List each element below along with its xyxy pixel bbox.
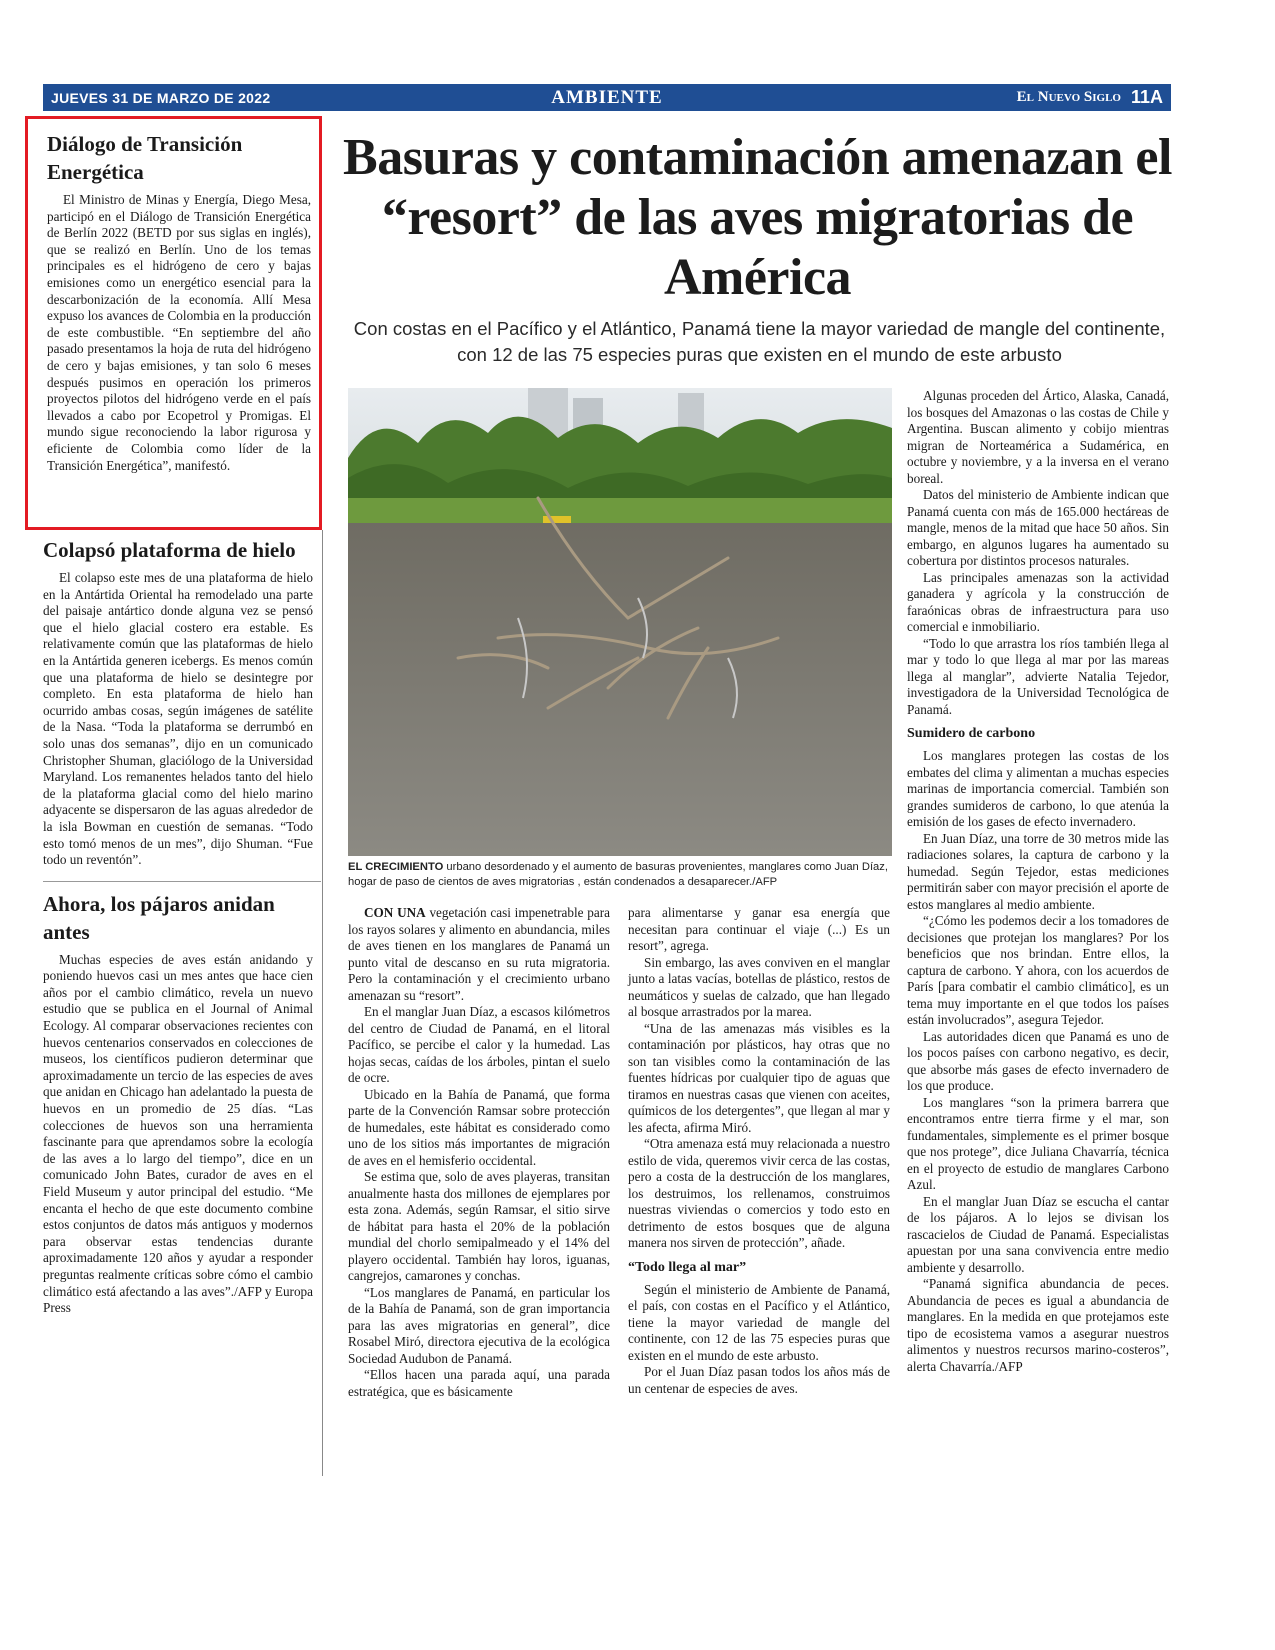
article-paragraph: Se estima que, solo de aves playeras, transitan anualmente hasta dos millones de ejemplares por esta zona. Además, según Ramsar, el sitio sirve de hábitat para hasta el 20% de la población mundial del chorlo semipalmeado y el 14% del playero occidental. También hay loros, iguanas, cangrejos, camarones y conchas. [348, 1169, 610, 1283]
brief-body: Muchas especies de aves están anidando y poniendo huevos casi un mes antes que hace cien años por el cambio climático, revela un nuevo estudio que se publica en el Journal of Animal Ecology. Al comparar observaciones recientes con huevos centenarios conservados en colecciones de museos, los científicos pudieron determinar que aproximadamente un tercio de las especies de aves que anidan en Chicago han adelantado la puesta de huevos en un promedio de 25 días. “Las colecciones de huevos son una herramienta fascinante para que aprendamos sobre la ecología de las aves a lo largo del tiempo”, dice en un comunicado John Bates, curador de aves en el Field Museum y autor principal del estudio. “Me encanta el hecho de que este documento combine estos conjuntos de datos más antiguos y modernos para observar estas tendencias durante aproximadamente 120 años y ayudar a responder preguntas realmente críticas sobre cómo el cambio climático está afectando a las aves”./AFP y Europa Press [43, 951, 313, 1316]
page-number: 11A [1130, 87, 1163, 107]
brief-ice-shelf [43, 536, 321, 869]
article-paragraph: “¿Cómo les podemos decir a los tomadores de decisiones que protejan los manglares? Por los beneficios que nos brindan. Entre ellos, la captura de carbono. Y ahora, con los acuerdos de París [para combatir el cambio climático], es un tema muy importante en el que todos los países están involucrados”, asegura Tejedor. [907, 913, 1169, 1027]
article-paragraph: “Panamá significa abundancia de peces. Abundancia de peces es igual a abundancia de manglares. En la medida en que protejamos este tipo de ecosistema vamos a asegurar nuestros alimentos y nuestros recursos marino-costeros”, alerta Chavarría./AFP [907, 1276, 1169, 1374]
section-name: AMBIENTE [551, 86, 663, 108]
article-paragraph: CON UNA vegetación casi impenetrable para los rayos solares y alimento en abundancia, miles de aves tienen en los manglares de Panamá un punto vital de descanso en su ruta migratoria. Pero la contaminación y el crecimiento urbano amenazan su “resort”. [348, 905, 610, 1003]
article-paragraph: “Los manglares de Panamá, en particular los de la Bahía de Panamá, son de gran importancia para las aves migratorias en general”, dice Rosabel Miró, directora ejecutiva de la ecológica Sociedad Audubon de Panamá. [348, 1284, 610, 1366]
brief-title: Colapsó plataforma de hielo [43, 538, 296, 562]
article-paragraph: “Una de las amenazas más visibles es la contaminación por plásticos, hay otras que no son tan visibles como la contaminación de las fuentes hídricas por cualquier tipo de aguas que tiramos en nuestras casas que vienen con aceites, químicos de los detergentes”, que llegan al mar y les afecta, afirma Miró. [628, 1020, 890, 1135]
article-headline: Basuras y contaminación amenazan el “resort” de las aves migratorias de América [343, 129, 1172, 306]
brief-title: Ahora, los pájaros anidan antes [43, 891, 275, 944]
column-divider [322, 530, 323, 1476]
photo-caption [348, 860, 892, 890]
article-paragraph: “Todo lo que arrastra los ríos también llega al mar y todo lo que llega al mar por las mareas llega al manglar”, advierte Natalia Tejedor, investigadora de la Universidad Tecnológica de Panamá. [907, 635, 1169, 717]
article-paragraph: Sin embargo, las aves conviven en el manglar junto a latas vacías, botellas de plástico, restos de neumáticos y suelas de calzado, que han llegado al bosque arrastrados por la marea. [628, 954, 890, 1019]
article-paragraph: “Otra amenaza está muy relacionada a nuestro estilo de vida, queremos vivir cerca de las costas, pero a costa de la destrucción de los manglares, los destruimos, los rellenamos, construimos nuestras viviendas o comercios y todo esto en detrimento de estos bosques que de alguna manera nos sirven de protección”, añade. [628, 1136, 890, 1250]
briefs-column [43, 118, 321, 1317]
article-paragraph: En el manglar Juan Díaz, a escasos kilómetros del centro de Ciudad de Panamá, en el litoral Pacífico, se percibe el calor y la humedad. Las hojas secas, caídas de los árboles, pintan el suelo de ocre. [348, 1004, 610, 1085]
brief-body: El Ministro de Minas y Energía, Diego Mesa, participó en el Diálogo de Transición Energética de Berlín 2022 (BETD por sus siglas en inglés), que se realizó en Berlín. Uno de los temas principales es el hidrógeno de cero y bajas emisiones como un energético esencial para la descarbonización de la economía. Allí Mesa expuso los avances de Colombia en la producción de este combustible. “En septiembre del año pasado presentamos la hoja de ruta del hidrógeno de cero y bajas emisiones, y tan solo 6 meses después pusimos en operación los primeros proyectos pilotos del hidrógeno verde en el país llevados a cabo por Ecopetrol y Promigas. El mundo sigue reconociendo la labor rigurosa y eficiente de Colombia como líder de la Transición Energética”, manifestó. [47, 192, 311, 473]
article-paragraph: “Ellos hacen una parada aquí, una parada estratégica, que es básicamente [348, 1367, 610, 1399]
article-deck: Con costas en el Pacífico y el Atlántico, Panamá tiene la mayor variedad de mangle del continente, con 12 de las 75 especies puras que existen en el mundo de este arbusto [353, 318, 1166, 365]
lead-caps: CON UNA [364, 905, 426, 920]
brief-energy-transition [43, 118, 321, 528]
article-subheading: “Todo llega al mar” [628, 1259, 747, 1275]
article-paragraph: En Juan Díaz, una torre de 30 metros mide las radiaciones solares, la captura de carbono y la humedad. Según Tejedor, estas mediciones permitirán saber con mayor precisión el aporte de estos manglares al medio ambiente. [907, 830, 1169, 912]
article-paragraph: Datos del ministerio de Ambiente indican que Panamá cuenta con más de 165.000 hectáreas de mangle, menos de la mitad que hace 50 años. Sin embargo, en algunos lugares ha aumentado su cobertura por distintos procesos naturales. [907, 487, 1169, 568]
brief-title: Diálogo de Transición Energética [47, 132, 243, 184]
article-paragraph: Los manglares “son la primera barrera que encontramos entre tierra firme y el mar, son fundamentales, simplemente es el primer bosque que nos protege”, dice Juliana Chavarría, técnica en el proyecto de estudio de manglares Carbono Azul. [907, 1094, 1169, 1192]
brief-birds-nesting [43, 881, 321, 1317]
masthead-bar [43, 84, 1171, 111]
caption-text: urbano desordenado y el aumento de basuras provenientes, manglares como Juan Díaz, hogar de paso de cientos de aves migratorias , están condenados a desaparecer./AFP [348, 861, 888, 888]
masthead-right [1017, 87, 1163, 108]
article-paragraph: Las autoridades dicen que Panamá es uno de los pocos países con carbono negativo, es decir, que absorbe más gases de efecto invernadero de los que produce. [907, 1028, 1169, 1093]
caption-lead: EL CRECIMIENTO [348, 861, 444, 873]
brief-body: El colapso este mes de una plataforma de hielo en la Antártida Oriental ha remodelado una parte del paisaje antártico donde alguna vez se pensó que el hielo glacial costero era estable. Es relativamente común que las plataformas de hielo en la Antártida generen icebergs. Es menos común que una plataforma de hielo se desintegre por completo. En esta plataforma de hielo han ocurrido ambas cosas, según imágenes de satélite de la Nasa. “Toda la plataforma se derrumbó en solo unas dos semanas”, dijo en un comunicado Christopher Shuman, glaciólogo de la Universidad Maryland. Los remanentes helados tanto del hielo de la plataforma glacial como del hielo marino adyacente se dispersaron de las aguas alrededor de la isla Bowman en cuestión de semanas. “Todo esto tomó menos de un mes”, dijo Shuman. “Fue todo un reventón”. [43, 570, 313, 868]
edition-date: JUEVES 31 DE MARZO DE 2022 [51, 89, 271, 106]
article-photo [348, 388, 892, 856]
article-paragraph: Por el Juan Díaz pasan todos los años más de un centenar de especies de aves. [628, 1364, 890, 1396]
article-column-2 [628, 905, 890, 1397]
newspaper-name: El Nuevo Siglo [1016, 89, 1121, 105]
article-paragraph: Las principales amenazas son la actividad ganadera y agrícola y la construcción de faraónicas obras de infraestructura para uso comercial e inmobiliario. [907, 569, 1169, 634]
article-paragraph: En el manglar Juan Díaz se escucha el cantar de los pájaros. A lo lejos se divisan los rascacielos de Ciudad de Panamá. Especialistas apuestan por una sana convivencia entre medio ambiente y desarrollo. [907, 1193, 1169, 1275]
mangrove-photo-illustration [348, 388, 892, 856]
article-column-1 [348, 905, 610, 1400]
article-paragraph: Ubicado en la Bahía de Panamá, que forma parte de la Convención Ramsar sobre protección de humedales, este hábitat es considerado como uno de los sitios más importantes de migración de aves en el hemisferio occidental. [348, 1086, 610, 1168]
article-paragraph: para alimentarse y ganar esa energía que necesitan para continuar el viaje (...) Es un resort”, agrega. [628, 905, 890, 953]
article-paragraph: Los manglares protegen las costas de los embates del clima y alimentan a muchas especies marinas de importancia comercial. También son grandes sumideros de carbono, lo que atenúa la emisión de los gases de efecto invernadero. [907, 748, 1169, 829]
article-paragraph: Según el ministerio de Ambiente de Panamá, el país, con costas en el Pacífico y el Atlántico, tiene la mayor variedad de mangle del continente, con 12 de las 75 especies puras que existen en el mundo de este arbusto. [628, 1281, 890, 1363]
article-column-3 [907, 388, 1169, 1375]
article-paragraph: Algunas proceden del Ártico, Alaska, Canadá, los bosques del Amazonas o las costas de Chile y Argentina. Buscan alimento y cobijo mientras migran de Norteamérica a Sudamérica, en octubre y noviembre, y a la inversa en el verano boreal. [907, 388, 1169, 486]
article-subheading: Sumidero de carbono [907, 726, 1036, 741]
